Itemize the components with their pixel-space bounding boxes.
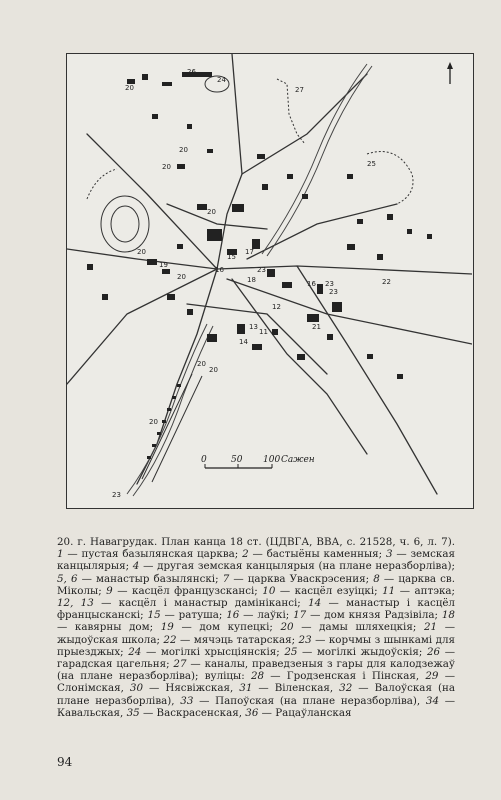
map-label: 18	[247, 276, 256, 284]
caption-item-number: 5, 6	[57, 572, 78, 585]
street-northwest	[87, 134, 217, 269]
map-label: 22	[382, 278, 391, 286]
street-south-row-1	[142, 374, 192, 479]
map-label: 12	[272, 303, 281, 311]
map-label: 11	[259, 328, 268, 336]
town-plan-drawing	[67, 54, 472, 507]
caption-item-number: 12, 13	[57, 597, 94, 610]
caption-item-number: 11	[382, 584, 396, 597]
map-label: 23	[257, 266, 266, 274]
caption-text: — лаўкі;	[239, 609, 294, 622]
caption-text: — кавярны дом;	[57, 621, 161, 634]
map-label: 26	[187, 68, 196, 76]
map-label: 20	[197, 360, 206, 368]
caption-item-number: 27	[173, 658, 187, 671]
caption-text: — мячэць татарская;	[176, 633, 299, 646]
figure-caption	[57, 536, 455, 719]
caption-text: — касцёл і манастыр дамінікансі;	[93, 597, 309, 610]
caption-item-number: 15	[147, 609, 161, 622]
map-label: 20	[149, 418, 158, 426]
castle-hill-inner	[111, 206, 139, 242]
map-label: 23	[112, 491, 121, 499]
caption-item-number: 20	[280, 621, 294, 634]
street-south	[137, 269, 217, 484]
caption-item-number: 26	[427, 645, 441, 658]
caption-text: — гарадская цагельня;	[57, 645, 456, 671]
caption-text: 20. г. Навагрудак. План канца 18 ст. (ЦДВГА, ВВА, с. 21528, ч. 6, л. 7).	[57, 536, 455, 548]
caption-item-number: 16	[226, 609, 240, 622]
street-east-2	[247, 204, 397, 259]
caption-item-number: 23	[298, 633, 312, 646]
caption-item-number: 9	[106, 584, 113, 597]
caption-text: — Гродзенская і Пінская,	[264, 670, 426, 683]
caption-text: — манастыр базылянскі;	[77, 572, 223, 585]
caption-item-number: 24	[128, 645, 142, 658]
caption-item-number: 31	[239, 682, 253, 695]
caption-text: — корчмы з шынкамі для прыезджых;	[57, 633, 455, 658]
street-inner	[167, 204, 267, 229]
caption-text: — могілкі жыдоўскія;	[297, 645, 427, 658]
street-long-southeast	[297, 266, 437, 494]
caption-text: — дом купецкі;	[173, 621, 281, 634]
caption-text: — дом князя Радзівіла;	[306, 609, 442, 622]
caption-item-number: 3	[385, 548, 393, 561]
caption-item-number: 33	[180, 694, 194, 707]
map-label: 13	[249, 323, 258, 331]
caption-item-number: 22	[163, 633, 177, 646]
caption-item-number: 30	[129, 682, 144, 695]
scale-tick-100: 100	[263, 455, 281, 465]
caption-item-number: 21	[423, 621, 438, 634]
caption-text: — Васкрасенская,	[139, 706, 246, 719]
map-label: 24	[217, 76, 226, 84]
caption-text: — земская канцылярыя;	[57, 548, 455, 573]
map-label: 14	[239, 338, 248, 346]
map-labels	[112, 68, 391, 499]
page-number: 94	[57, 755, 73, 769]
caption-item-number: 29	[425, 670, 439, 683]
caption-item-number: 10	[262, 584, 276, 597]
caption-text: — ратуша;	[160, 609, 227, 622]
caption-text: — царква св. Міколы;	[57, 572, 456, 597]
map-label: 23	[329, 288, 338, 296]
caption-text: — аптэка;	[395, 584, 455, 597]
scale-tick-50: 50	[231, 455, 243, 465]
caption-text: — Валоўская (на плане неразборліва),	[57, 682, 455, 707]
castle-hill-west	[101, 196, 149, 252]
caption-text: — касцёл французскансі;	[112, 584, 263, 597]
caption-item-number: 2	[242, 548, 249, 561]
north-arrow-icon	[447, 62, 453, 84]
map-label: 16	[215, 266, 224, 274]
caption-text: — каналы, праведзеныя з гары для калодзежаў (на плане неразборліва); вуліцы:	[57, 658, 455, 683]
map-label: 27	[295, 86, 304, 94]
caption-text: — манастыр і касцёл францысканскі;	[57, 597, 455, 622]
scale-tick-0: 0	[201, 455, 207, 465]
caption-item-number: 36	[245, 706, 259, 719]
map-label: 20	[162, 163, 171, 171]
caption-text: — Рацаўланская	[258, 706, 352, 719]
street-south-row-2	[152, 376, 202, 482]
caption-item-number: 32	[339, 682, 353, 695]
caption-item-number: 35	[126, 706, 140, 719]
caption-text: — касцёл езуіцкі;	[275, 584, 383, 597]
scale-bar	[201, 455, 315, 468]
caption-text: — жыдоўская школа;	[57, 621, 455, 646]
map-label: 20	[209, 366, 218, 374]
caption-text: — Віленская,	[252, 682, 340, 695]
caption-text: — царква Уваскрэсения;	[229, 572, 374, 585]
caption-text: — другая земская канцылярыя (на плане неразборліва);	[139, 560, 455, 573]
caption-item-number: 18	[441, 609, 455, 622]
map-label: 20	[177, 273, 186, 281]
map-label: 15	[227, 253, 236, 261]
street-south-east-2	[232, 279, 367, 454]
caption-text: — Нясвіжская,	[143, 682, 240, 695]
caption-item-number: 14	[308, 597, 322, 610]
map-label: 23	[325, 280, 334, 288]
caption-item-number: 1	[57, 548, 64, 561]
caption-item-number: 34	[425, 694, 439, 707]
town-plan-map	[66, 53, 474, 509]
caption-text: — бастыёны каменныя;	[248, 548, 386, 561]
map-label: 20	[179, 146, 188, 154]
map-label: 20	[207, 208, 216, 216]
caption-text: — Папоўская (на плане неразборліва),	[193, 694, 426, 707]
caption-text: — Слонімская,	[57, 670, 455, 695]
map-label: 21	[312, 323, 321, 331]
caption-item-number: 7	[222, 572, 230, 585]
caption-text: — пустая базылянская царква;	[63, 548, 243, 561]
scale-unit: Сажен	[281, 455, 315, 465]
caption-item-number: 28	[250, 670, 265, 683]
caption-text: — Кавальская,	[57, 694, 456, 719]
river-south-2	[133, 326, 213, 496]
map-label: 25	[367, 160, 376, 168]
caption-text: — дамы шляхецкія;	[293, 621, 424, 634]
caption-item-number: 25	[284, 645, 298, 658]
map-label: 20	[137, 248, 146, 256]
caption-item-number: 17	[293, 609, 307, 622]
caption-item-number: 4	[132, 560, 140, 573]
map-label: 16	[307, 280, 316, 288]
caption-item-number: 8	[373, 572, 380, 585]
caption-item-number: 19	[160, 621, 174, 634]
caption-text: — могілкі хрысціянскія;	[141, 645, 285, 658]
river-line-2	[267, 66, 372, 256]
map-label: 19	[159, 261, 168, 269]
map-label: 17	[245, 248, 254, 256]
map-label: 20	[125, 84, 134, 92]
hill-ridge-west	[87, 169, 117, 199]
